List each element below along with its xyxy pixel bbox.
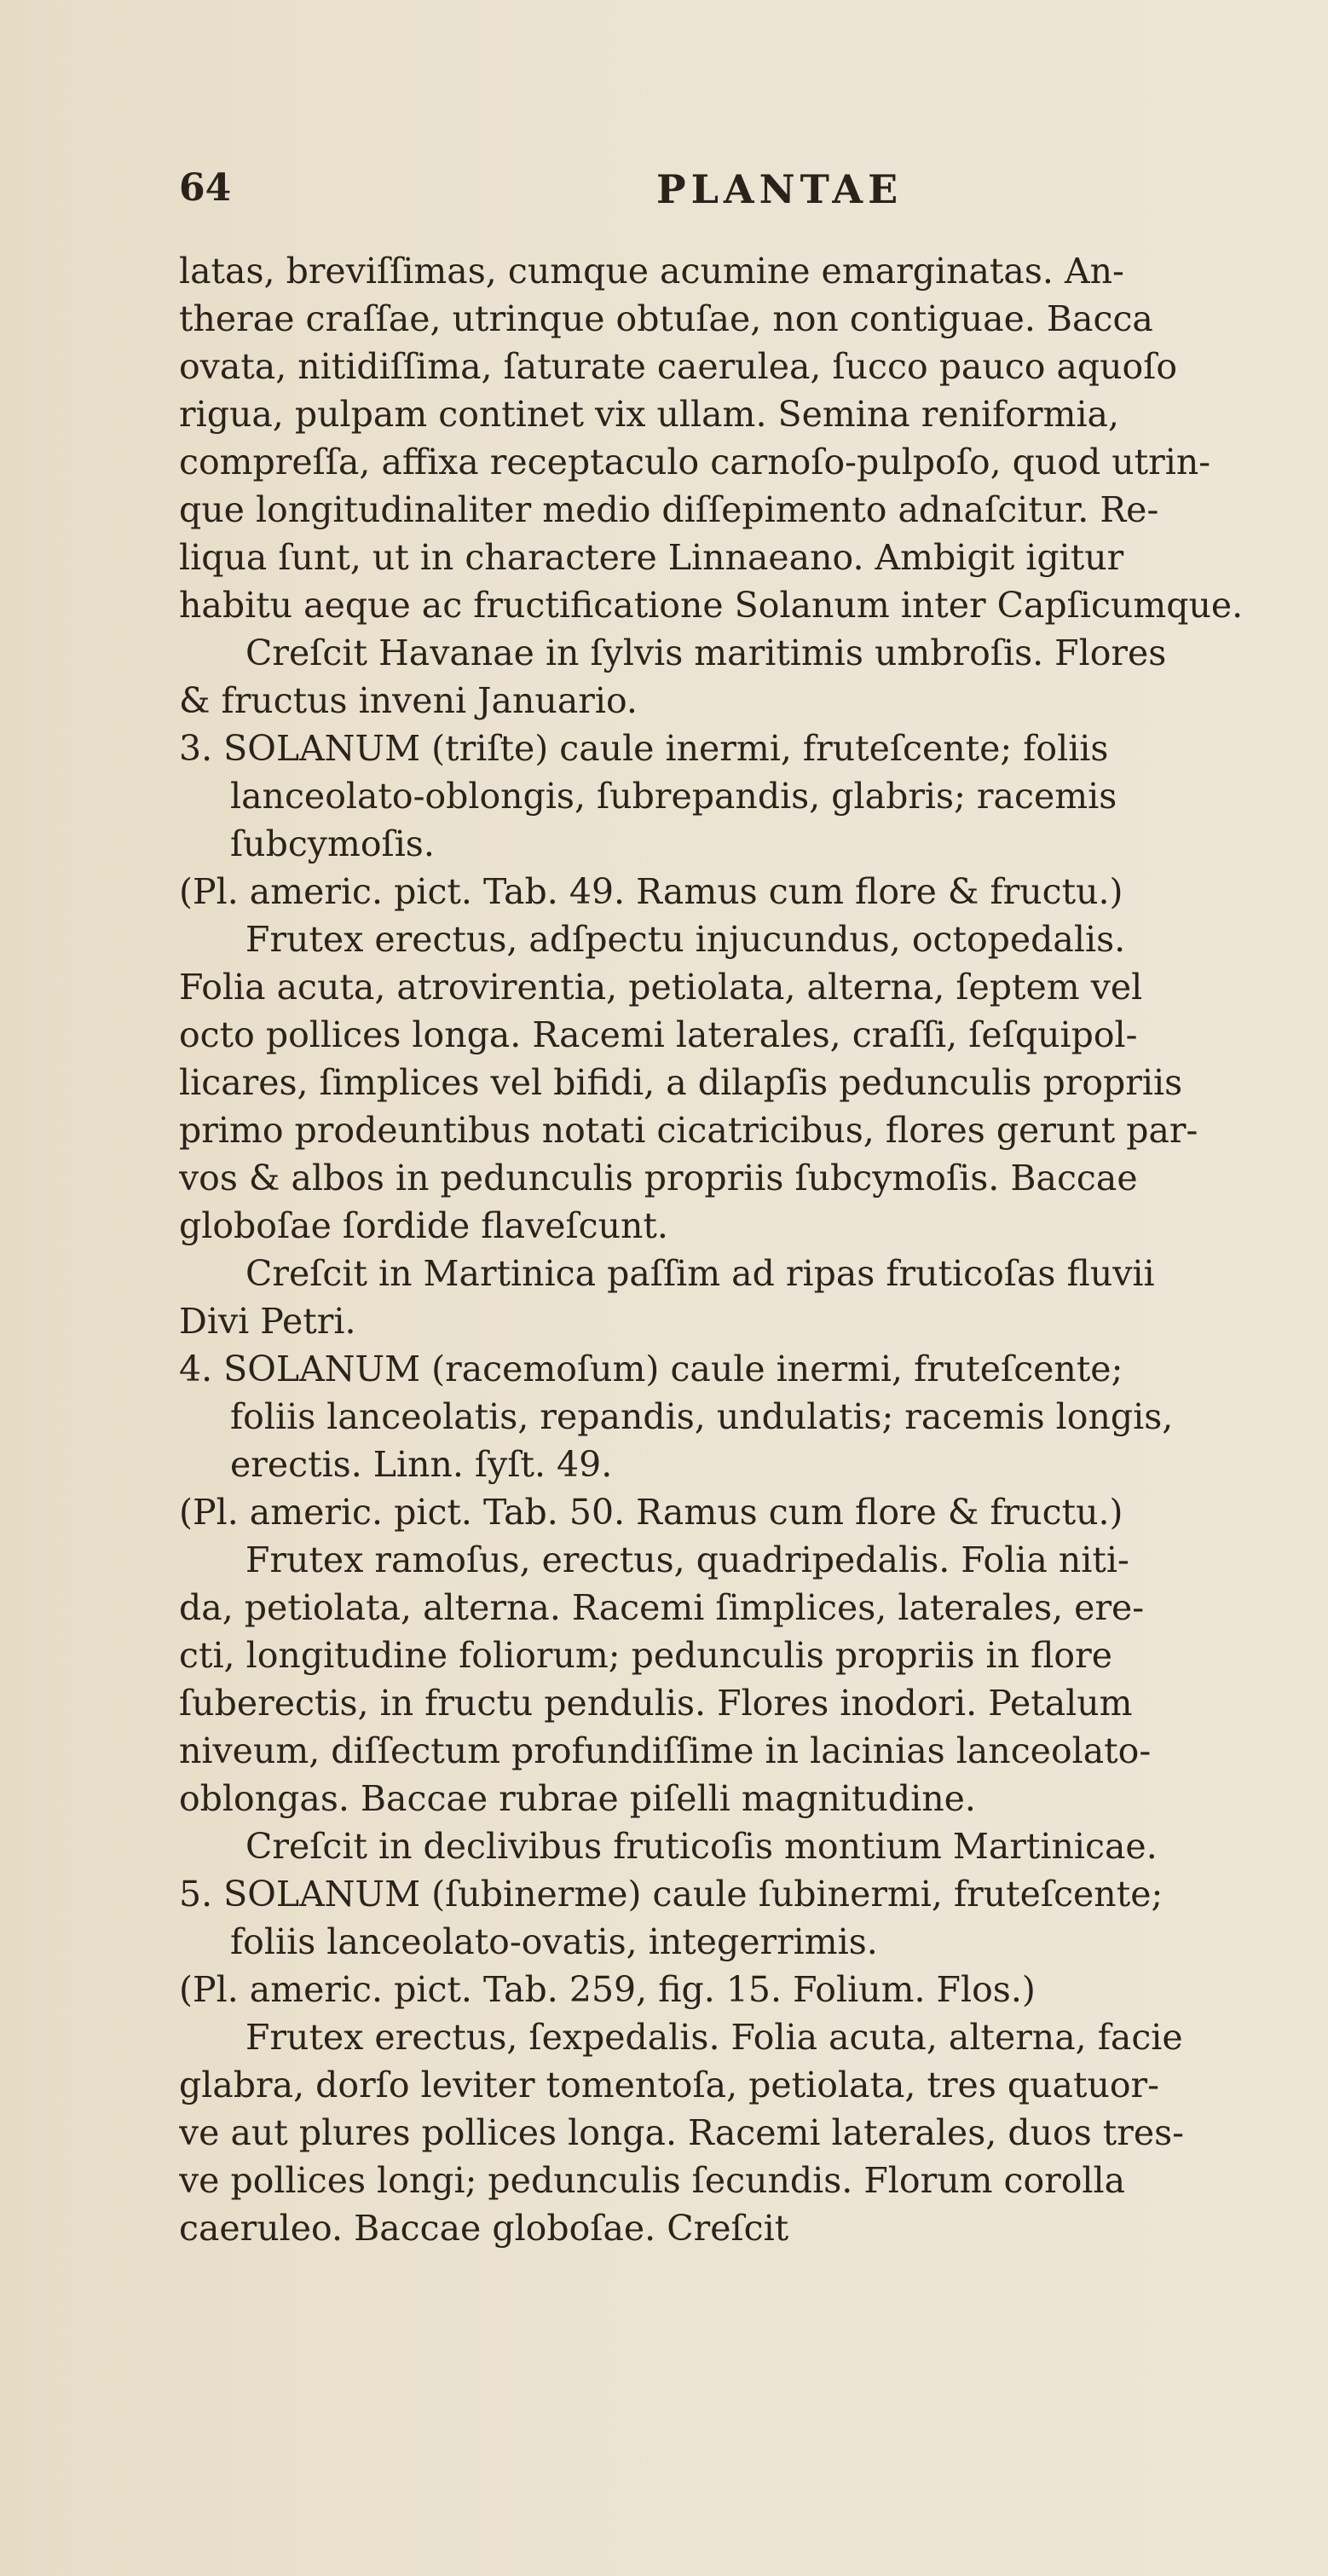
text-line: primo prodeuntibus notati cicatricibus, flores gerunt par-	[179, 1110, 1198, 1151]
text-line: licares, ſimplices vel bifidi, a dilapſis pedunculis propriis	[179, 1062, 1183, 1103]
text-line: (Pl. americ. pict. Tab. 259, fig. 15. Folium. Flos.)	[179, 1969, 1036, 2010]
text-line: (Pl. americ. pict. Tab. 49. Ramus cum flore & fructu.)	[179, 871, 1123, 912]
text-line: octo pollices longa. Racemi laterales, craſſi, ſeſquipol-	[179, 1014, 1138, 1055]
text-line: ſubcymoſis.	[230, 823, 435, 864]
text-line: Frutex ramoſus, erectus, quadripedalis. Folia niti-	[245, 1539, 1129, 1580]
text-line: liqua ſunt, ut in charactere Linnaeano. Ambigit igitur	[179, 537, 1124, 578]
text-line: Folia acuta, atrovirentia, petiolata, alterna, ſeptem vel	[179, 967, 1143, 1008]
text-line: cti, longitudine foliorum; pedunculis propriis in flore	[179, 1635, 1112, 1676]
text-line: Frutex erectus, ſexpedalis. Folia acuta, alterna, facie	[245, 2017, 1183, 2058]
text-line: 4. SOLANUM (racemoſum) caule inermi, fruteſcente;	[179, 1349, 1123, 1389]
text-line: glabra, dorſo leviter tomentoſa, petiolata, tres quatuor-	[179, 2065, 1160, 2105]
text-line: therae craſſae, utrinque obtuſae, non contiguae. Bacca	[179, 298, 1153, 339]
text-line: & fructus inveni Januario.	[179, 680, 638, 721]
text-line: Creſcit Havanae in ſylvis maritimis umbroſis. Flores	[245, 632, 1167, 673]
running-head: PLANTAE	[656, 166, 904, 212]
text-line: (Pl. americ. pict. Tab. 50. Ramus cum flore & fructu.)	[179, 1492, 1123, 1533]
text-line: 3. SOLANUM (triſte) caule inermi, fruteſcente; foliis	[179, 728, 1109, 769]
text-line: ve pollices longi; pedunculis ſecundis. Florum corolla	[179, 2160, 1126, 2201]
text-line: rigua, pulpam continet vix ullam. Semina reniformia,	[179, 394, 1120, 435]
text-line: Frutex erectus, adſpectu injucundus, octopedalis.	[245, 919, 1126, 960]
text-line: ovata, nitidiſſima, ſaturate caerulea, ſucco pauco aquoſo	[179, 346, 1178, 387]
body-text	[179, 247, 1321, 2252]
text-line: da, petiolata, alterna. Racemi ſimplices, laterales, ere-	[179, 1587, 1145, 1628]
text-line: globoſae ſordide flaveſcunt.	[179, 1205, 668, 1246]
text-line: ſuberectis, in fructu pendulis. Flores inodori. Petalum	[179, 1683, 1133, 1724]
text-line: latas, breviſſimas, cumque acumine emarginatas. An-	[179, 251, 1124, 292]
text-line: lanceolato-oblongis, ſubrepandis, glabris; racemis	[230, 776, 1117, 817]
page-number: 64	[179, 166, 232, 210]
text-line: vos & albos in pedunculis propriis ſubcymoſis. Baccae	[179, 1158, 1138, 1198]
text-line: caeruleo. Baccae globoſae. Creſcit	[179, 2208, 789, 2249]
text-line: Creſcit in Martinica paſſim ad ripas fruticoſas fluvii	[245, 1253, 1155, 1294]
text-line: ve aut plures pollices longa. Racemi laterales, duos tres-	[179, 2112, 1185, 2153]
text-line: erectis. Linn. ſyſt. 49.	[230, 1444, 613, 1485]
text-line: foliis lanceolato-ovatis, integerrimis.	[230, 1921, 878, 1962]
text-line: 5. SOLANUM (ſubinerme) caule ſubinermi, fruteſcente;	[179, 1874, 1163, 1915]
text-line: Divi Petri.	[179, 1301, 356, 1342]
text-line: compreſſa, affixa receptaculo carnoſo-pulpoſo, quod utrin-	[179, 442, 1211, 482]
page-header	[179, 166, 1270, 226]
text-line: habitu aeque ac fructificatione Solanum inter Capſicumque.	[179, 585, 1244, 626]
text-line: niveum, diſſectum profundiſſime in lacinias lanceolato-	[179, 1730, 1152, 1771]
text-line: oblongas. Baccae rubrae piſelli magnitudine.	[179, 1778, 976, 1819]
text-line: Creſcit in declivibus fruticoſis montium Martinicae.	[245, 1826, 1158, 1867]
text-line: foliis lanceolatis, repandis, undulatis; racemis longis,	[230, 1396, 1174, 1437]
text-line: que longitudinaliter medio diſſepimento adnaſcitur. Re-	[179, 489, 1159, 530]
